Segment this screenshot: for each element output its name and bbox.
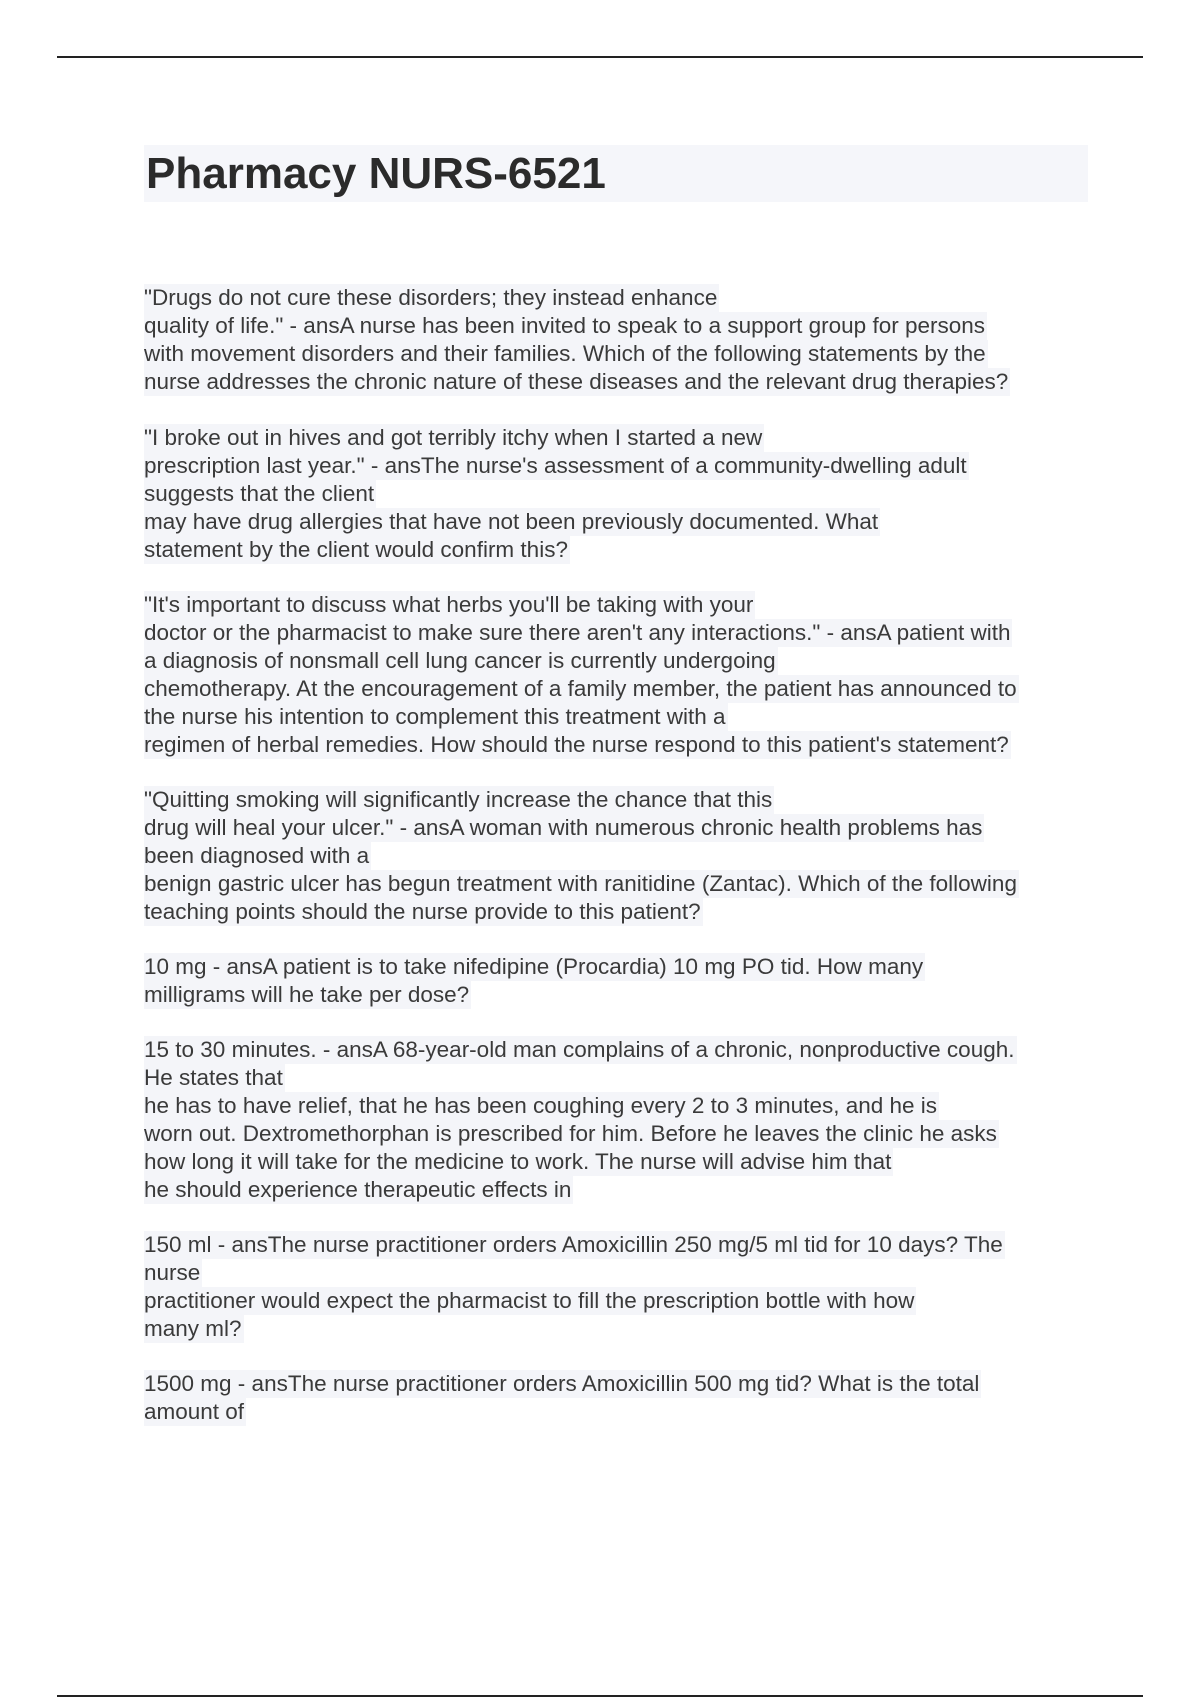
qa-line: many ml? xyxy=(144,1316,242,1341)
qa-line: teaching points should the nurse provide to this patient? xyxy=(144,899,701,924)
qa-line: worn out. Dextromethorphan is prescribed for him. Before he leaves the clinic he asks xyxy=(144,1121,997,1146)
qa-line: been diagnosed with a xyxy=(144,843,370,868)
qa-line: statement by the client would confirm this? xyxy=(144,537,568,562)
qa-line: he has to have relief, that he has been coughing every 2 to 3 minutes, and he is xyxy=(144,1093,938,1118)
qa-line: 10 mg - ansA patient is to take nifedipine (Procardia) 10 mg PO tid. How many xyxy=(144,954,924,979)
qa-line: nurse addresses the chronic nature of these diseases and the relevant drug therapies? xyxy=(144,369,1009,394)
qa-line: chemotherapy. At the encouragement of a family member, the patient has announced to xyxy=(144,676,1017,701)
qa-entry-7 xyxy=(144,1231,1005,1343)
qa-line: drug will heal your ulcer." - ansA woman with numerous chronic health problems has xyxy=(144,815,983,840)
qa-entry-6 xyxy=(144,1036,1017,1204)
qa-entry-3 xyxy=(144,591,1019,759)
qa-line: "I broke out in hives and got terribly itchy when I started a new xyxy=(144,425,763,450)
qa-line: doctor or the pharmacist to make sure there aren't any interactions." - ansA patient with xyxy=(144,620,1011,645)
top-rule xyxy=(57,56,1143,58)
bottom-rule xyxy=(57,1695,1143,1697)
qa-entry-4 xyxy=(144,786,1019,926)
qa-line: with movement disorders and their families. Which of the following statements by the xyxy=(144,341,986,366)
qa-line: "Drugs do not cure these disorders; they instead enhance xyxy=(144,285,718,310)
qa-line: quality of life." - ansA nurse has been invited to speak to a support group for persons xyxy=(144,313,985,338)
qa-line: "Quitting smoking will significantly increase the chance that this xyxy=(144,787,773,812)
qa-line: suggests that the client xyxy=(144,481,375,506)
qa-line: 15 to 30 minutes. - ansA 68-year-old man complains of a chronic, nonproductive cough. xyxy=(144,1037,1015,1062)
qa-line: may have drug allergies that have not been previously documented. What xyxy=(144,509,879,534)
qa-line: amount of xyxy=(144,1399,245,1424)
qa-line: practitioner would expect the pharmacist to fill the prescription bottle with how xyxy=(144,1288,915,1313)
qa-line: "It's important to discuss what herbs you'll be taking with your xyxy=(144,592,754,617)
qa-line: regimen of herbal remedies. How should the nurse respond to this patient's statement? xyxy=(144,732,1009,757)
qa-entry-5 xyxy=(144,953,925,1009)
qa-entry-8 xyxy=(144,1370,981,1426)
qa-line: benign gastric ulcer has begun treatment with ranitidine (Zantac). Which of the following xyxy=(144,871,1017,896)
qa-line: nurse xyxy=(144,1260,201,1285)
qa-entry-1 xyxy=(144,284,1010,396)
qa-entry-2 xyxy=(144,424,969,564)
qa-line: the nurse his intention to complement this treatment with a xyxy=(144,704,726,729)
qa-line: 150 ml - ansThe nurse practitioner orders Amoxicillin 250 mg/5 ml tid for 10 days? The xyxy=(144,1232,1003,1257)
qa-line: a diagnosis of nonsmall cell lung cancer is currently undergoing xyxy=(144,648,776,673)
qa-line: he should experience therapeutic effects in xyxy=(144,1177,572,1202)
qa-line: prescription last year." - ansThe nurse's assessment of a community-dwelling adult xyxy=(144,453,967,478)
qa-line: how long it will take for the medicine to work. The nurse will advise him that xyxy=(144,1149,892,1174)
document-title: Pharmacy NURS-6521 xyxy=(144,145,1088,202)
qa-line: milligrams will he take per dose? xyxy=(144,982,470,1007)
qa-line: 1500 mg - ansThe nurse practitioner orders Amoxicillin 500 mg tid? What is the total xyxy=(144,1371,980,1396)
qa-line: He states that xyxy=(144,1065,283,1090)
